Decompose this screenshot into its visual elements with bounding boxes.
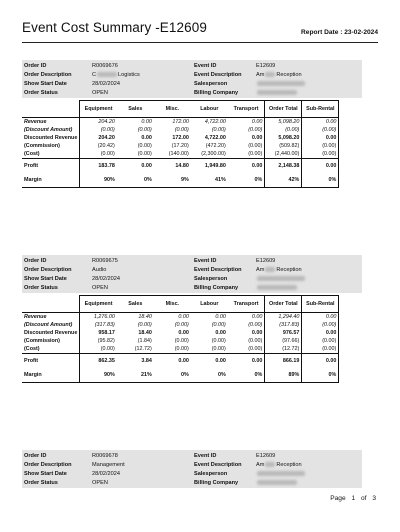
salesperson-label: Salesperson (194, 81, 228, 87)
order-id-text: R0069676 (92, 63, 118, 69)
cell-value: (140.00) (168, 151, 189, 157)
cell-value: (0.00) (80, 345, 117, 354)
cell-value: 0.00 (178, 330, 189, 336)
cell-value: 0% (302, 368, 339, 383)
cell-value: 41% (191, 173, 228, 188)
order-id-text: R0069675 (92, 258, 118, 264)
cell-value: (0.00) (302, 126, 339, 134)
of-label: of (360, 495, 367, 502)
cell-value: 42% (265, 173, 302, 188)
row-label: Discounted Revenue (24, 135, 78, 141)
show-start-date-label: Show Start Date (24, 471, 67, 477)
table-row (22, 118, 339, 127)
billing-company-value (256, 284, 298, 292)
cell-value: 0.00 (117, 159, 154, 174)
report-date: Report Date : 23-02-2024 (301, 29, 378, 36)
redacted-text (257, 276, 305, 281)
redacted-text (257, 90, 297, 95)
cell-value: 958.17 (80, 329, 117, 337)
cell-value: 183.78 (80, 159, 117, 174)
cell-value: (0.00) (302, 321, 339, 329)
column-header: Labour (191, 296, 228, 313)
table-row (22, 134, 339, 142)
cell-value: 0.00 (215, 330, 226, 336)
show-start-date-label: Show Start Date (24, 276, 67, 282)
column-header: Equipment (80, 101, 117, 118)
cell-value: (2,440.00) (265, 150, 302, 159)
order-status-value (92, 479, 108, 487)
cell-value: (317.83) (265, 321, 302, 329)
order-description-prefix: Management (92, 462, 125, 468)
salesperson-label: Salesperson (194, 276, 228, 282)
table-row (22, 337, 339, 345)
cell-value: (97.66) (265, 337, 302, 345)
cell-value: (0.00) (211, 127, 226, 133)
cell-value: (0.00) (211, 338, 226, 344)
cell-value: 4,722.00 (204, 135, 226, 141)
event-id-text: E12609 (256, 453, 276, 459)
show-start-date-text: 28/02/2024 (92, 276, 120, 282)
cell-value: (0.00) (248, 151, 263, 157)
cell-value: 2,148.38 (265, 159, 302, 174)
order-header (22, 255, 362, 293)
cell-value: (0.00) (248, 338, 263, 344)
column-header: Sales (117, 296, 154, 313)
event-description-prefix: Am (256, 267, 265, 273)
cell-value: (0.00) (137, 322, 152, 328)
cell-value: 90% (80, 368, 117, 383)
cell-value: (0.00) (302, 345, 339, 354)
billing-company-value (256, 479, 298, 487)
order-description-value (92, 266, 106, 274)
cell-value: (1.84) (137, 338, 152, 344)
redacted-text (257, 471, 305, 476)
table-row (22, 313, 339, 322)
cell-value: (472.20) (205, 143, 226, 149)
cell-value: (0.00) (174, 346, 189, 352)
event-description-suffix: Reception (276, 462, 302, 468)
redacted-text (265, 72, 275, 77)
event-description-suffix: Reception (276, 267, 302, 273)
cell-value: (0.00) (174, 338, 189, 344)
order-status-value (92, 284, 108, 292)
row-label: (Discount Amount) (24, 127, 73, 133)
cell-value: 0.00 (302, 118, 339, 127)
event-id-value (256, 62, 275, 70)
salesperson-value (256, 80, 306, 88)
cell-value: 0.00 (302, 313, 339, 322)
event-description-value (256, 71, 302, 79)
cell-value: (0.00) (302, 337, 339, 345)
cost-table (22, 100, 339, 188)
row-label: Margin (22, 368, 80, 383)
order-description-label: Order Description (24, 72, 72, 78)
cell-value: 172.00 (172, 135, 189, 141)
event-id-label: Event ID (194, 258, 217, 264)
order-status-text: OPEN (92, 285, 108, 291)
cell-value: 14.80 (154, 159, 191, 174)
billing-company-label: Billing Company (194, 285, 239, 291)
order-id-value (92, 452, 118, 460)
cell-value: 0.00 (251, 135, 263, 141)
salesperson-value (256, 470, 306, 478)
cell-value: (0.00) (265, 126, 302, 134)
report-title: Event Cost Summary -E12609 (22, 20, 207, 35)
cell-value: (20.42) (80, 142, 117, 150)
show-start-date-value (92, 470, 120, 478)
order-id-value (92, 257, 118, 265)
table-row (22, 329, 339, 337)
row-label: Revenue (24, 314, 47, 320)
event-description-suffix: Reception (276, 72, 302, 78)
cell-value: (0.00) (248, 346, 263, 352)
redacted-text (257, 285, 297, 290)
event-id-label: Event ID (194, 453, 217, 459)
show-start-date-label: Show Start Date (24, 81, 67, 87)
cell-value: 0% (228, 173, 265, 188)
cell-value: 4,722.00 (204, 119, 226, 125)
cell-value: 89% (265, 368, 302, 383)
order-id-label: Order ID (24, 258, 47, 264)
page-label: Page (330, 495, 346, 502)
cell-value: (0.00) (80, 150, 117, 159)
cell-value: 3.84 (117, 354, 154, 369)
cell-value: (0.00) (174, 322, 189, 328)
billing-company-label: Billing Company (194, 90, 239, 96)
cell-value: (0.00) (248, 322, 263, 328)
column-header: Sub-Rental (302, 101, 339, 118)
order-status-label: Order Status (24, 285, 58, 291)
cell-value: 862.35 (80, 354, 117, 369)
cell-value: (509.82) (265, 142, 302, 150)
cell-value: 5,098.20 (265, 134, 302, 142)
salesperson-value (256, 275, 306, 283)
row-label-header (22, 296, 80, 313)
table-row (22, 159, 339, 174)
event-id-value (256, 452, 275, 460)
column-header: Misc. (154, 296, 191, 313)
row-label: Margin (22, 173, 80, 188)
event-description-label: Event Description (194, 267, 242, 273)
cell-value: 0.00 (141, 119, 152, 125)
cell-value: (12.72) (265, 345, 302, 354)
cell-value: 0% (191, 368, 228, 383)
redacted-text (257, 480, 297, 485)
cell-value: 172.00 (172, 119, 189, 125)
redacted-text (265, 267, 275, 272)
billing-company-label: Billing Company (194, 480, 239, 486)
order-status-label: Order Status (24, 90, 58, 96)
cell-value: (12.72) (134, 346, 152, 352)
cell-value: 0.00 (302, 159, 339, 174)
cell-value: 1,276.00 (80, 313, 117, 322)
event-id-text: E12609 (256, 258, 276, 264)
billing-company-value (256, 89, 298, 97)
column-header: Sub-Rental (302, 296, 339, 313)
redacted-text (97, 72, 117, 77)
table-row (22, 321, 339, 329)
order-description-prefix: Audio (92, 267, 107, 273)
row-label: Revenue (24, 119, 47, 125)
cell-value: 866.19 (265, 354, 302, 369)
order-status-text: OPEN (92, 480, 108, 486)
event-description-label: Event Description (194, 462, 242, 468)
cell-value: 0.00 (141, 135, 152, 141)
cell-value: 0.00 (251, 119, 263, 125)
cell-value: 0.00 (154, 354, 191, 369)
title-divider (22, 42, 378, 43)
cost-table (22, 295, 339, 383)
order-header (22, 450, 362, 488)
cell-value: (17.20) (171, 143, 189, 149)
cell-value: 0% (302, 173, 339, 188)
page-total: 3 (372, 495, 376, 502)
cell-value: 0.00 (178, 314, 189, 320)
cell-value: 0.00 (251, 330, 263, 336)
table-row (22, 173, 339, 188)
cell-value: 18.40 (138, 314, 152, 320)
cell-value: (0.00) (137, 143, 152, 149)
column-header: Sales (117, 101, 154, 118)
order-description-prefix: C (92, 72, 97, 78)
cell-value: 976.57 (265, 329, 302, 337)
row-label: Profit (22, 159, 80, 174)
table-row (22, 126, 339, 134)
cell-value: (0.00) (248, 127, 263, 133)
event-description-value (256, 266, 302, 274)
table-row (22, 368, 339, 383)
column-header: Transport (228, 296, 265, 313)
column-header: Order Total (265, 101, 302, 118)
cell-value: 9% (154, 173, 191, 188)
row-label-header (22, 101, 80, 118)
column-header: Labour (191, 101, 228, 118)
cell-value: (0.00) (248, 143, 263, 149)
order-description-suffix: Logistics (118, 72, 140, 78)
cell-value: 0.00 (302, 329, 339, 337)
page-current: 1 (351, 495, 356, 502)
table-row (22, 354, 339, 369)
cell-value: 204.20 (80, 134, 117, 142)
cell-value: 204.20 (80, 118, 117, 127)
cell-value: (95.82) (80, 337, 117, 345)
cell-value: 0.00 (302, 354, 339, 369)
order-id-label: Order ID (24, 63, 47, 69)
column-header: Misc. (154, 101, 191, 118)
cell-value: (0.00) (137, 127, 152, 133)
cell-value: (317.83) (80, 321, 117, 329)
cell-value: 1,294.40 (265, 313, 302, 322)
order-status-text: OPEN (92, 90, 108, 96)
row-label: (Cost) (24, 346, 40, 352)
row-label: (Commission) (24, 338, 60, 344)
column-header: Transport (228, 101, 265, 118)
column-header-row (22, 296, 339, 313)
order-header (22, 60, 362, 98)
cell-value: 0.00 (251, 314, 263, 320)
row-label: Profit (22, 354, 80, 369)
page-indicator (326, 495, 376, 502)
show-start-date-text: 28/02/2024 (92, 471, 120, 477)
row-label: (Discount Amount) (24, 322, 73, 328)
salesperson-label: Salesperson (194, 471, 228, 477)
cell-value: 5,098.20 (265, 118, 302, 127)
cell-value: (0.00) (174, 127, 189, 133)
cell-value: (0.00) (302, 150, 339, 159)
order-description-value (92, 461, 125, 469)
cell-value: (2,300.00) (201, 151, 226, 157)
column-header: Equipment (80, 296, 117, 313)
cell-value: (0.00) (80, 126, 117, 134)
row-label: (Cost) (24, 151, 40, 157)
cell-value: 0.00 (215, 314, 226, 320)
cell-value: (0.00) (211, 322, 226, 328)
event-id-text: E12609 (256, 63, 276, 69)
cell-value: 0% (228, 368, 265, 383)
event-description-value (256, 461, 302, 469)
order-description-value (92, 71, 140, 79)
order-id-text: R0069678 (92, 453, 118, 459)
order-id-label: Order ID (24, 453, 47, 459)
cell-value: 90% (80, 173, 117, 188)
cell-value: 21% (117, 368, 154, 383)
row-label: Discounted Revenue (24, 330, 78, 336)
cell-value: 0% (154, 368, 191, 383)
cell-value: (0.00) (211, 346, 226, 352)
order-status-label: Order Status (24, 480, 58, 486)
show-start-date-text: 28/02/2024 (92, 81, 120, 87)
column-header-row (22, 101, 339, 118)
cell-value: 0.00 (228, 159, 265, 174)
row-label: (Commission) (24, 143, 60, 149)
order-status-value (92, 89, 108, 97)
event-description-prefix: Am (256, 72, 265, 78)
cell-value: 0.00 (302, 134, 339, 142)
column-header: Order Total (265, 296, 302, 313)
cell-value: 0.00 (191, 354, 228, 369)
cell-value: (0.00) (137, 151, 152, 157)
order-description-label: Order Description (24, 462, 72, 468)
event-id-label: Event ID (194, 63, 217, 69)
cell-value: 0.00 (228, 354, 265, 369)
cell-value: 1,949.80 (191, 159, 228, 174)
show-start-date-value (92, 80, 120, 88)
redacted-text (265, 462, 275, 467)
event-description-prefix: Am (256, 462, 265, 468)
cell-value: (0.00) (302, 142, 339, 150)
order-description-label: Order Description (24, 267, 72, 273)
table-row (22, 345, 339, 354)
event-description-label: Event Description (194, 72, 242, 78)
cell-value: 18.40 (138, 330, 152, 336)
table-row (22, 142, 339, 150)
show-start-date-value (92, 275, 120, 283)
order-id-value (92, 62, 118, 70)
table-row (22, 150, 339, 159)
cell-value: 0% (117, 173, 154, 188)
event-id-value (256, 257, 275, 265)
redacted-text (257, 81, 305, 86)
